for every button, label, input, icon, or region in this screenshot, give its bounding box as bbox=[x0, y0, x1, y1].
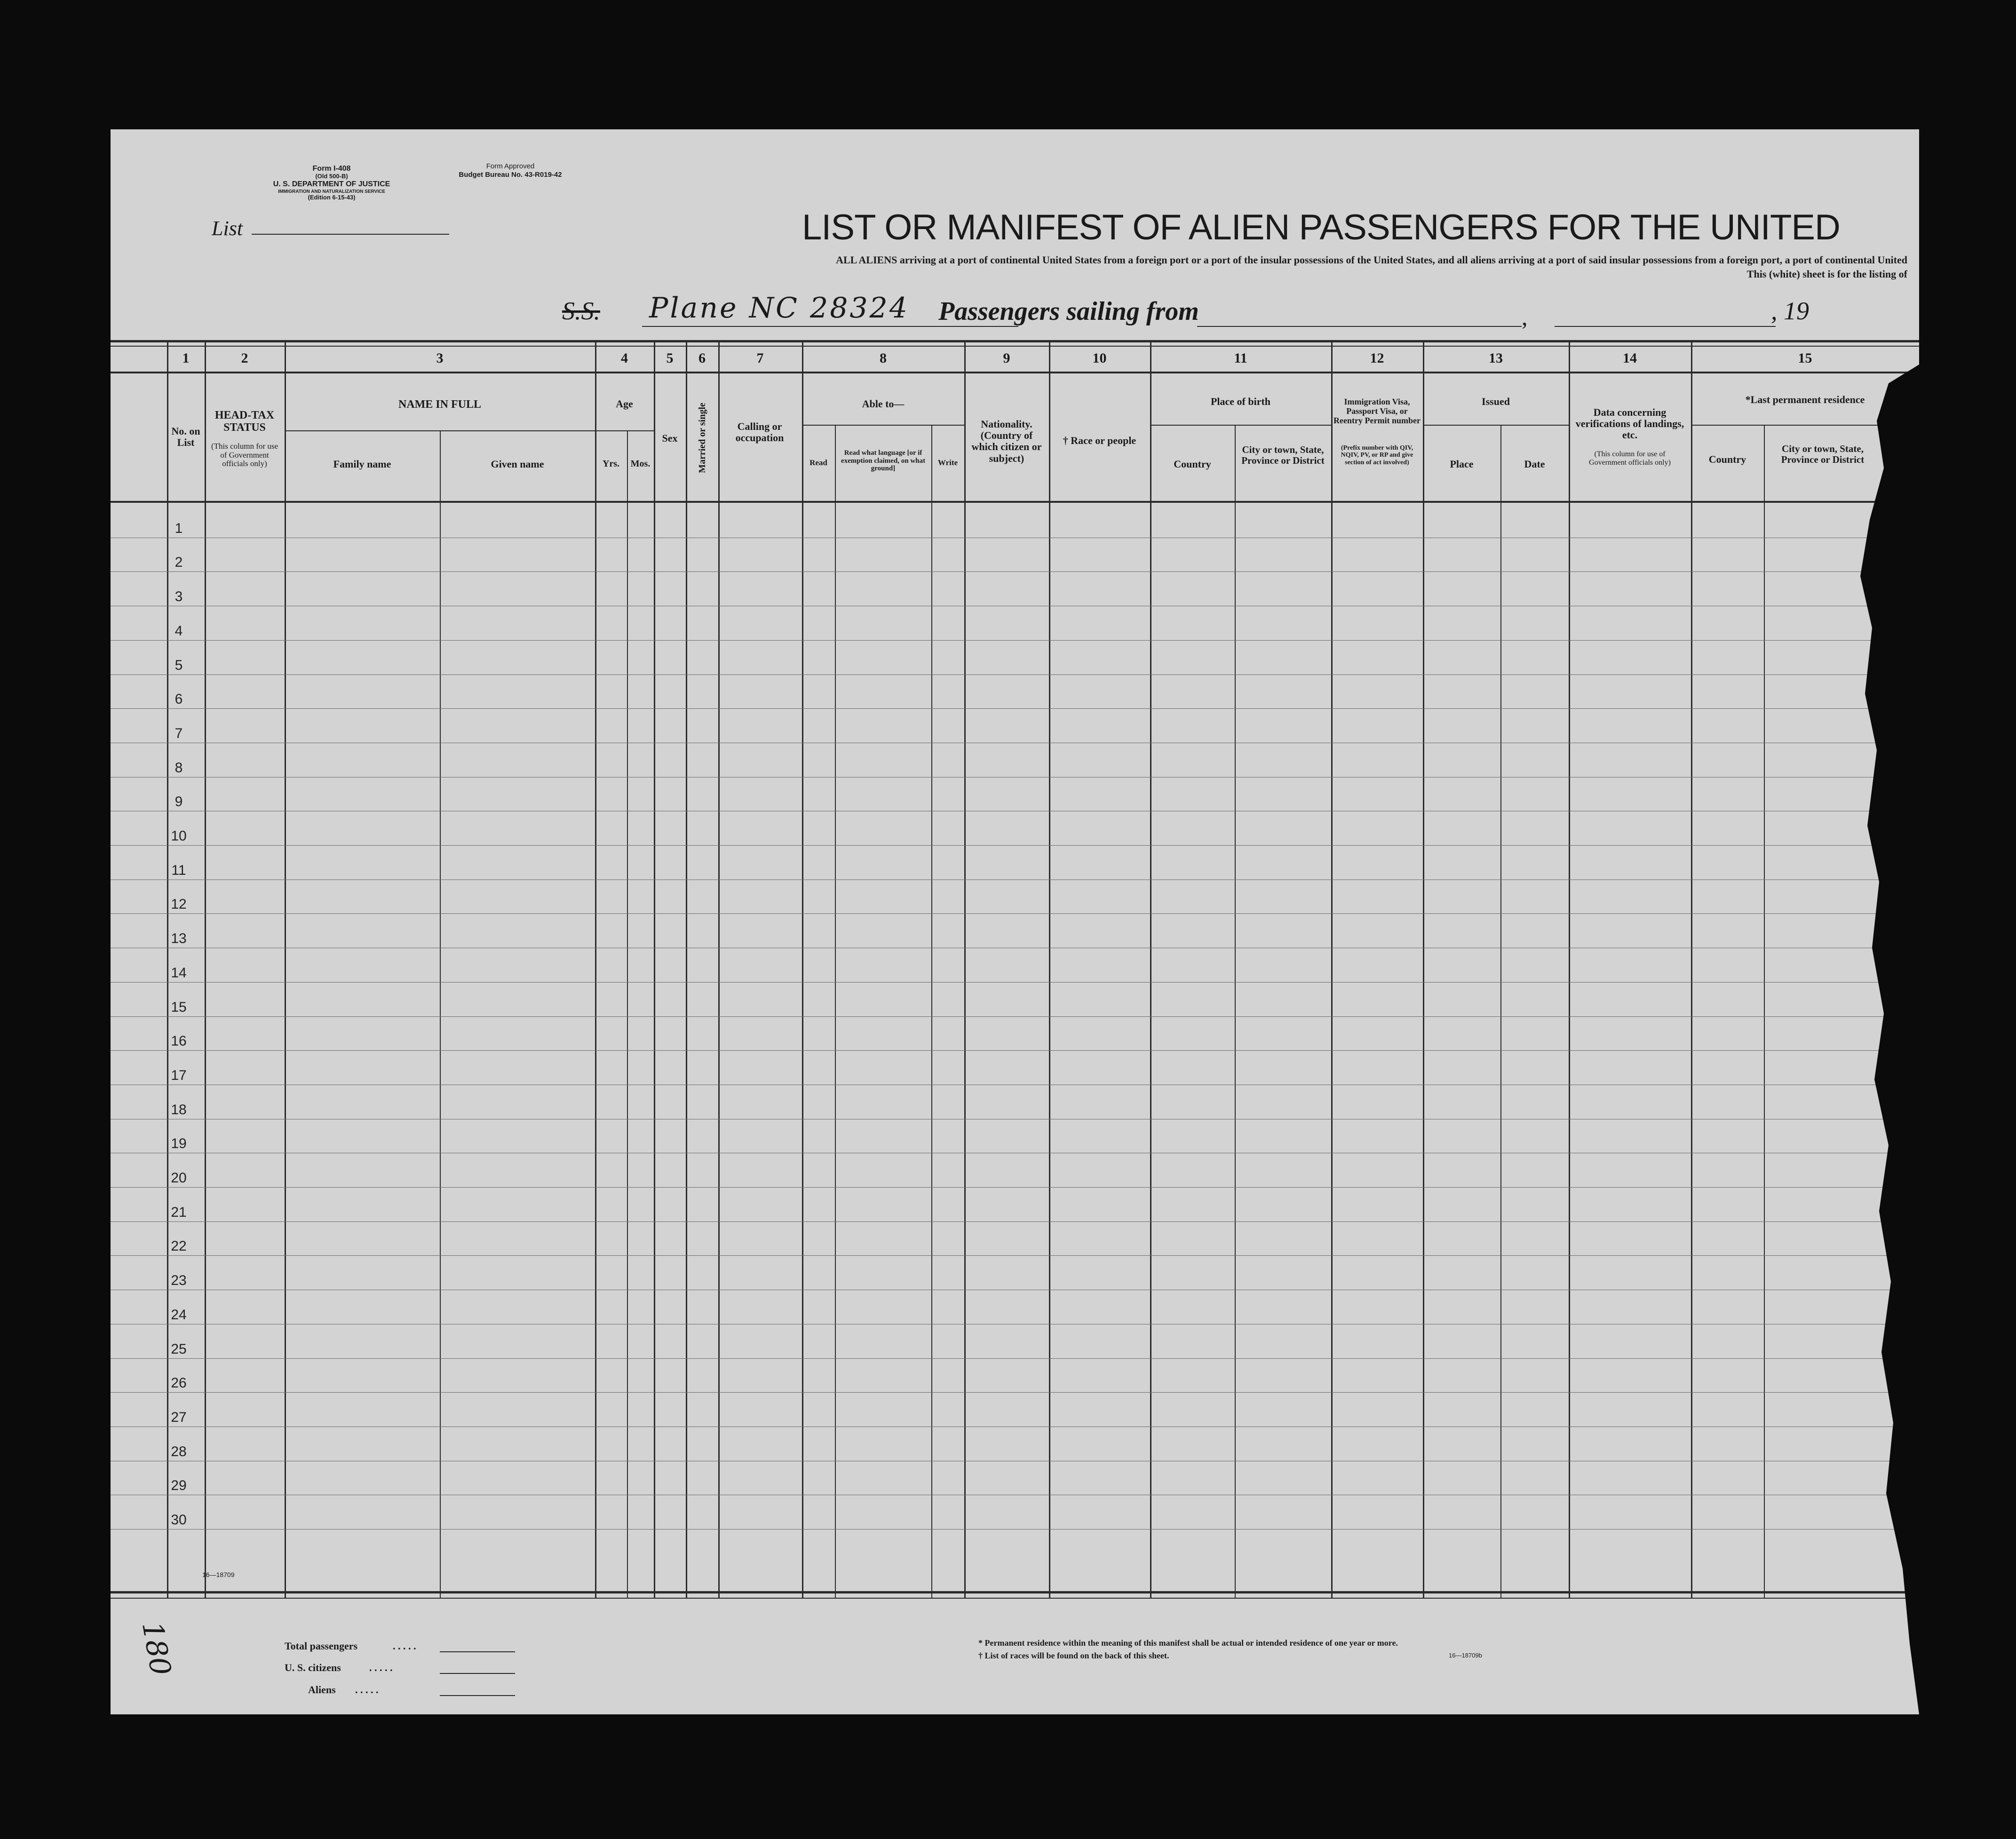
row-number: 25 bbox=[171, 1341, 187, 1357]
row-number: 20 bbox=[171, 1170, 187, 1186]
row-number: 11 bbox=[171, 863, 186, 878]
note-residence: * Permanent residence within the meaning of this manifest shall be actual or intended residence of one year or more. bbox=[978, 1638, 1398, 1648]
footer-code: 16—18709b bbox=[1449, 1652, 1482, 1659]
row-line bbox=[111, 1529, 1919, 1530]
row-number: 19 bbox=[171, 1136, 187, 1151]
header-issued: Issued bbox=[1482, 396, 1510, 407]
row-number: 16 bbox=[171, 1033, 187, 1049]
row-number: 5 bbox=[175, 658, 183, 673]
colnum-15: 15 bbox=[1798, 350, 1812, 366]
table-bottom-line bbox=[111, 1591, 1919, 1593]
manifest-sheet bbox=[111, 129, 1919, 1714]
row-number: 14 bbox=[171, 965, 187, 981]
row-number: 3 bbox=[175, 589, 183, 604]
row-line bbox=[111, 1392, 1919, 1393]
colnum-7: 7 bbox=[756, 350, 764, 366]
header-head-tax: HEAD-TAX STATUS bbox=[214, 409, 275, 434]
row-number: 28 bbox=[171, 1444, 187, 1459]
page-title: LIST OR MANIFEST OF ALIEN PASSENGERS FOR THE UNITED bbox=[802, 207, 1840, 247]
header-issued-date: Date bbox=[1524, 458, 1545, 470]
year-prefix: , 19 bbox=[1771, 297, 1809, 325]
header-visa-note: (Prefix number with QIV, NQIV, PV, or RP and give section of act involved) bbox=[1341, 444, 1413, 466]
aliens-label: Aliens bbox=[308, 1684, 336, 1696]
row-number: 6 bbox=[175, 691, 183, 707]
row-line bbox=[111, 1255, 1919, 1256]
col-line bbox=[1764, 425, 1765, 1598]
colnum-bottom-line bbox=[111, 372, 1919, 373]
header-read: Read bbox=[810, 458, 827, 467]
row-number: 27 bbox=[171, 1410, 187, 1425]
row-number: 9 bbox=[175, 794, 183, 809]
aliens-blank[interactable] bbox=[440, 1695, 515, 1696]
row-line bbox=[111, 913, 1919, 914]
row-number: 18 bbox=[171, 1102, 187, 1118]
col-line bbox=[1331, 340, 1333, 1598]
col-line bbox=[802, 340, 803, 1598]
row-number: 23 bbox=[171, 1273, 187, 1288]
row-number: 13 bbox=[171, 931, 187, 946]
colnum-6: 6 bbox=[698, 350, 706, 366]
header-given-name: Given name bbox=[491, 458, 544, 470]
service: IMMIGRATION AND NATURALIZATION SERVICE bbox=[278, 189, 385, 194]
row-number: 30 bbox=[171, 1512, 187, 1528]
colnum-1: 1 bbox=[182, 350, 190, 366]
row-number: 24 bbox=[171, 1307, 187, 1323]
col-line bbox=[1500, 425, 1501, 1598]
department: U. S. DEPARTMENT OF JUSTICE bbox=[273, 180, 390, 189]
row-number: 22 bbox=[171, 1238, 187, 1254]
able-subheader-line bbox=[802, 425, 964, 426]
col-line bbox=[1150, 340, 1151, 1598]
header-data-note: (This column for use of Government officials only) bbox=[1589, 450, 1671, 467]
table-top-line bbox=[111, 340, 1919, 342]
col-line bbox=[1691, 340, 1692, 1598]
us-citizens-dots: . . . . . bbox=[369, 1662, 393, 1673]
us-citizens-blank[interactable] bbox=[440, 1673, 515, 1674]
row-line bbox=[111, 1016, 1919, 1017]
us-citizens-label: U. S. citizens bbox=[285, 1662, 341, 1673]
colnum-10: 10 bbox=[1092, 350, 1107, 366]
colnum-4: 4 bbox=[621, 350, 628, 366]
header-residence-country: Country bbox=[1708, 453, 1746, 465]
header-family-name: Family name bbox=[333, 458, 391, 470]
row-number: 29 bbox=[171, 1478, 187, 1493]
colnum-8: 8 bbox=[880, 350, 887, 366]
issued-subheader-line bbox=[1423, 425, 1569, 426]
col-line bbox=[1235, 425, 1236, 1598]
subtitle-line-1: ALL ALIENS arriving at a port of continental United States from a foreign port or a port of the insular possessions of the United States, and all aliens arriving at a port of said insular possessions from a foreign port, a port of continental United bbox=[836, 254, 1907, 266]
colnum-11: 11 bbox=[1234, 350, 1247, 366]
row-number: 26 bbox=[171, 1375, 187, 1391]
edition: (Edition 6-15-43) bbox=[308, 194, 356, 201]
old-form: (Old 500-B) bbox=[315, 173, 348, 180]
vessel-name-handwritten: Plane NC 28324 bbox=[649, 292, 909, 325]
colnum-14: 14 bbox=[1623, 350, 1637, 366]
col-line bbox=[285, 340, 286, 1598]
col-line bbox=[718, 340, 720, 1598]
form-info bbox=[233, 165, 430, 201]
col-line bbox=[595, 340, 596, 1598]
form-id: Form I-408 bbox=[312, 165, 351, 173]
note-races: † List of races will be found on the back of this sheet. bbox=[978, 1651, 1169, 1660]
colnum-5: 5 bbox=[666, 350, 674, 366]
row-line bbox=[111, 640, 1919, 641]
header-place-of-birth: Place of birth bbox=[1210, 396, 1271, 407]
col-line bbox=[1049, 340, 1050, 1598]
header-birth-country: Country bbox=[1174, 458, 1211, 470]
birth-subheader-line bbox=[1150, 425, 1331, 426]
col-line bbox=[964, 340, 966, 1598]
row-line bbox=[111, 1358, 1919, 1359]
header-age: Age bbox=[616, 398, 633, 410]
table-top-line-thin bbox=[111, 346, 1919, 347]
table-bottom-line-thin bbox=[111, 1598, 1919, 1599]
row-line bbox=[111, 1050, 1919, 1051]
col-line bbox=[205, 340, 206, 1598]
header-mos: Mos. bbox=[630, 459, 651, 469]
row-line bbox=[111, 845, 1919, 846]
aliens-dots: . . . . . bbox=[355, 1684, 379, 1696]
col-line bbox=[686, 340, 687, 1598]
header-no-on-list: No. on List bbox=[171, 425, 200, 449]
row-number: 17 bbox=[171, 1068, 187, 1083]
list-blank-line bbox=[252, 234, 449, 235]
row-line bbox=[111, 708, 1919, 709]
sailing-from-blank bbox=[1197, 326, 1522, 327]
budget-bureau: Budget Bureau No. 43-R019-42 bbox=[459, 171, 562, 179]
header-sex: Sex bbox=[662, 432, 678, 444]
colnum-9: 9 bbox=[1003, 350, 1010, 366]
header-data-concerning: Data concerning verifications of landings, etc. bbox=[1575, 406, 1684, 441]
header-immigration-visa: Immigration Visa, Passport Visa, or Reentry Permit number bbox=[1333, 397, 1421, 425]
row-line bbox=[111, 674, 1919, 675]
header-birth-city: City or town, State, Province or District bbox=[1241, 444, 1325, 467]
row-number: 15 bbox=[171, 999, 187, 1015]
total-passengers-label: Total passengers bbox=[285, 1640, 358, 1652]
row-number: 1 bbox=[175, 521, 183, 536]
col-line bbox=[835, 425, 836, 1598]
header-married-single: Married or single bbox=[697, 403, 707, 473]
total-passengers-blank[interactable] bbox=[440, 1651, 515, 1652]
colnum-2: 2 bbox=[241, 350, 248, 366]
col-line bbox=[1569, 340, 1570, 1598]
col-line bbox=[654, 340, 655, 1598]
form-approval bbox=[412, 162, 609, 179]
page-number-handwritten: 180 bbox=[135, 1619, 177, 1678]
row-line bbox=[111, 1187, 1919, 1188]
header-calling: Calling or occupation bbox=[735, 420, 784, 444]
sailing-from-label: Passengers sailing from bbox=[938, 297, 1199, 326]
row-number: 10 bbox=[171, 828, 187, 844]
header-race: † Race or people bbox=[1063, 435, 1136, 446]
colnum-12: 12 bbox=[1370, 350, 1384, 366]
header-yrs: Yrs. bbox=[602, 459, 620, 469]
col-line bbox=[1423, 340, 1424, 1598]
vessel-prefix: S.S. bbox=[562, 297, 600, 325]
row-line bbox=[111, 982, 1919, 983]
header-bottom-line bbox=[111, 501, 1919, 503]
row-number: 21 bbox=[171, 1205, 187, 1220]
header-head-tax-note: (This column for use of Government officials only) bbox=[211, 442, 278, 468]
torn-edge bbox=[1832, 365, 1919, 1714]
row-number: 7 bbox=[175, 726, 183, 741]
row-number: 2 bbox=[175, 555, 183, 570]
date-blank bbox=[1555, 326, 1776, 327]
header-issued-place: Place bbox=[1450, 458, 1474, 470]
vessel-comma: , bbox=[1522, 304, 1528, 330]
header-name-in-full: NAME IN FULL bbox=[398, 398, 481, 411]
age-subheader-line bbox=[595, 430, 654, 431]
header-able-to: Able to— bbox=[862, 398, 905, 410]
total-passengers-dots: . . . . . bbox=[393, 1640, 416, 1652]
row-number: 4 bbox=[175, 623, 183, 639]
header-read-language: Read what language [or if exemption claimed, on what ground] bbox=[841, 449, 926, 472]
row-number: 8 bbox=[175, 760, 183, 776]
header-last-residence: *Last permanent residence bbox=[1745, 394, 1865, 405]
list-label: List bbox=[212, 217, 243, 240]
row-line bbox=[111, 571, 1919, 572]
header-residence-city: City or town, State, Province or District bbox=[1781, 443, 1865, 466]
header-write: Write bbox=[937, 458, 958, 467]
approval-text: Form Approved bbox=[486, 162, 535, 170]
bottom-code: 16—18709 bbox=[202, 1571, 235, 1578]
colnum-3: 3 bbox=[436, 350, 444, 366]
header-nationality: Nationality. (Country of which citizen or subject) bbox=[971, 418, 1042, 464]
row-line bbox=[111, 1221, 1919, 1222]
colnum-13: 13 bbox=[1489, 350, 1503, 366]
col-line bbox=[931, 425, 932, 1598]
row-number: 12 bbox=[171, 896, 187, 912]
subtitle-line-2: This (white) sheet is for the listing of bbox=[1746, 268, 1907, 280]
